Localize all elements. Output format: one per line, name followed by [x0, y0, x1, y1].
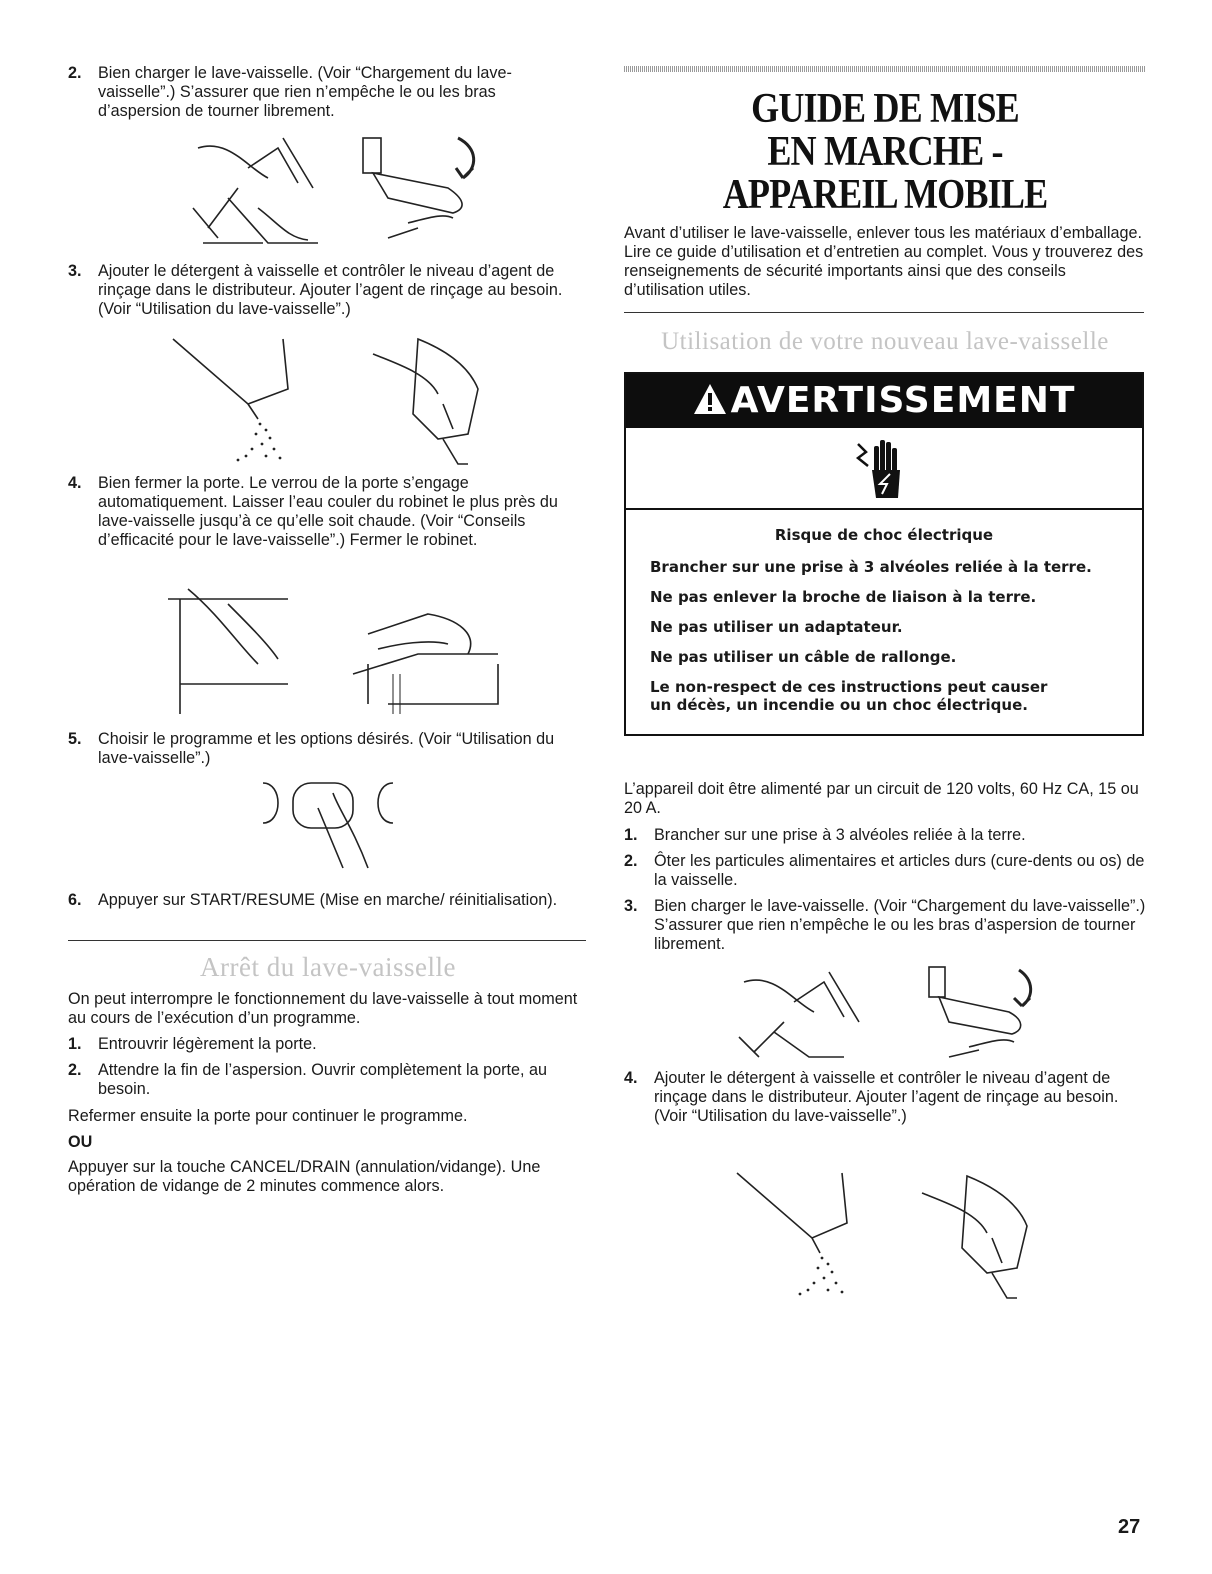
intro-text: Avant d’utiliser le lave-vaisselle, enlever tous les matériaux d’emballage. Lire ce guide d’utilisation et d’entretien au complet. Vous y trouverez des renseignements de sécurité importants ainsi que des conseils d’utilisation utiles.	[624, 224, 1144, 299]
close-door-text: Refermer ensuite la porte pour continuer le programme.	[68, 1107, 468, 1125]
warning-header	[626, 374, 1142, 428]
door-faucet-illustration	[168, 584, 508, 719]
left-column: 2. Bien charger le lave-vaisselle. (Voir “Chargement du lave-vaisselle”.) S’assurer que rien n’empêche le ou les bras d’aspersion de tourner librement. 3. Ajouter le détergent à vaisselle et contrôler le niveau d’agent de rinçage dans le distributeur. Ajouter l’agent de rinçage au besoin. (Voir “Utilisation du lave-vaisselle”.) 4. Bien fermer la porte. Le verrou de la porte s’engage automatiquement. Laisser l’eau couler du robinet le plus près du lave-vaisselle jusqu’à ce qu’elle soit chaude. (Voir “Conseils d’efficacité pour le lave-vaisselle”.) Fermer le robinet. 5. Choisir le programme et les options désirés. (Voir “Utilisation du lave-vaisselle”.) 6. Appuyer sur START/RESUME (Mise en marche/ réinitialisation). Arrêt du lave-vaisselle On peut interrompre le fonctionnement du lave-vaisselle à tout moment au cours de l’exécution d’un programme. 1. Entrouvrir légèrement la porte. 2. Attendre la fin de l’aspersion. Ouvrir complètement la porte, au besoin. Refermer ensuite la porte pour continuer le programme. OU Appuyer sur la touche CANCEL/DRAIN (annulation/vidange). Une opération de vidange de 2 minutes commence alors.	[68, 0, 588, 1574]
warning-line-3: Ne pas utiliser un adaptateur.	[650, 618, 903, 636]
warning-triangle-icon	[693, 383, 727, 415]
electric-shock-hand-icon	[850, 436, 910, 506]
right-column: GUIDE DE MISE EN MARCHE - APPAREIL MOBILE Avant d’utiliser le lave-vaisselle, enlever tous les matériaux d’emballage. Lire ce guide d’utilisation et d’entretien au complet. Vous y trouverez des renseignements de sécurité importants ainsi que des conseils d’utilisation utiles. Utilisation de votre nouveau lave-vaisselle AVERTISSEMENT Risque de choc électrique Brancher sur une prise à 3 alvéoles reliée à la terre. Ne pas enlever la broche de liaison à la terre. Ne pas utiliser un adaptateur. Ne pas utiliser un câble de rallonge. Le non-respect de ces instructions peut causer un décès, un incendie ou un choc électrique. L’appareil doit être alimenté par un circuit de 120 volts, 60 Hz CA, 15 ou 20 A. 1. Brancher sur une prise à 3 alvéoles reliée à la terre. 2. Ôter les particules alimentaires et articles durs (cure-dents ou os) de la vaisselle. 3. Bien charger le lave-vaisselle. (Voir “Chargement du lave-vaisselle”.) S’assurer que rien n’empêche le ou les bras d’aspersion de tourner librement. 4. Ajouter le détergent à vaisselle et contrôler le niveau d’agent de rinçage dans le distributeur. Ajouter l’agent de rinçage au besoin. (Voir “Utilisation du lave-vaisselle”.)	[624, 0, 1146, 1574]
usage-section-title: Utilisation de votre nouveau lave-vaisselle	[661, 328, 1109, 355]
divider-left	[68, 940, 586, 941]
header-dotted-bar	[624, 66, 1146, 72]
guide-title-line-1: GUIDE DE MISE	[751, 86, 1019, 132]
warning-line-4: Ne pas utiliser un câble de rallonge.	[650, 648, 957, 666]
guide-title	[661, 88, 1110, 217]
right-loading-illustration	[734, 962, 1094, 1062]
warning-consequence-1: Le non-respect de ces instructions peut causer	[650, 678, 1048, 696]
guide-title-line-3: APPAREIL MOBILE	[722, 172, 1048, 218]
warning-line-1: Brancher sur une prise à 3 alvéoles reliée à la terre.	[650, 558, 1092, 576]
loading-illustration	[188, 128, 548, 248]
warning-box	[624, 372, 1144, 736]
guide-title-line-2: EN MARCHE -	[767, 129, 1003, 175]
warning-divider	[626, 508, 1142, 510]
warning-header-label: AVERTISSEMENT	[730, 380, 1076, 421]
button-press-illustration	[258, 778, 418, 873]
warning-risk: Risque de choc électrique	[774, 526, 994, 544]
power-requirement-text: L’appareil doit être alimenté par un circuit de 120 volts, 60 Hz CA, 15 ou 20 A.	[624, 780, 1139, 817]
stop-intro: On peut interrompre le fonctionnement du lave-vaisselle à tout moment au cours de l’exécution d’un programme.	[68, 990, 578, 1027]
detergent-illustration	[168, 334, 528, 469]
divider-right	[624, 312, 1144, 313]
warning-consequence-2: un décès, un incendie ou un choc électrique.	[650, 696, 1028, 714]
cancel-drain-text: Appuyer sur la touche CANCEL/DRAIN (annulation/vidange). Une opération de vidange de 2 minutes commence alors.	[68, 1158, 541, 1195]
or-label: OU	[68, 1133, 93, 1151]
warning-line-2: Ne pas enlever la broche de liaison à la terre.	[650, 588, 1037, 606]
page-number: 27	[1118, 1516, 1141, 1538]
right-detergent-illustration	[732, 1168, 1062, 1303]
stop-section-title: Arrêt du lave-vaisselle	[200, 952, 456, 982]
